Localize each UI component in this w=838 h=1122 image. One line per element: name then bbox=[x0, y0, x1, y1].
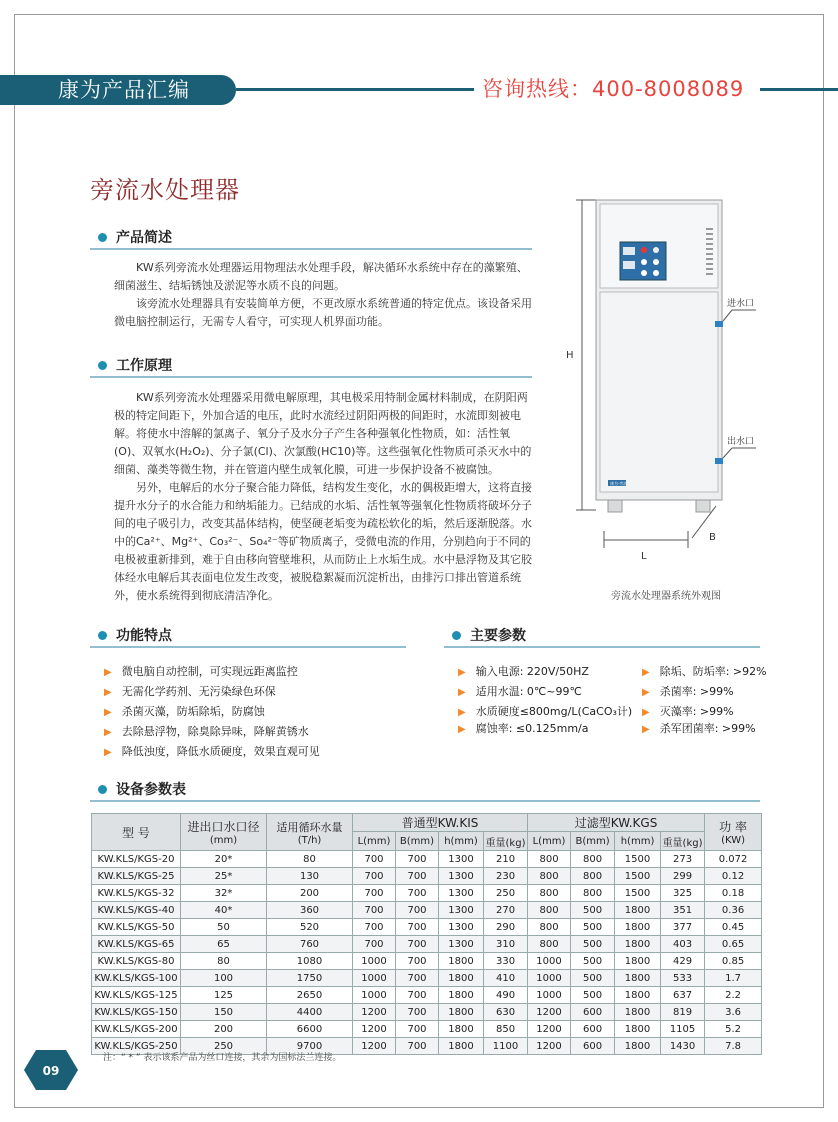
model-cell: KW.KLS/KGS-80 bbox=[92, 953, 181, 970]
table-cell: 1800 bbox=[615, 902, 661, 919]
table-cell: 800 bbox=[528, 868, 571, 885]
table-cell: 800 bbox=[528, 902, 571, 919]
table-cell: 429 bbox=[661, 953, 705, 970]
table-cell: 230 bbox=[484, 868, 528, 885]
bullet-dot-icon bbox=[452, 631, 461, 640]
triangle-bullet-icon: ▶ bbox=[458, 707, 466, 718]
table-cell: 1.7 bbox=[705, 970, 762, 987]
feature-item: ▶ 杀菌灭藻，防垢除垢，防腐蚀 bbox=[104, 705, 265, 718]
subheader: B(mm) bbox=[571, 832, 615, 851]
table-cell: 1105 bbox=[661, 1021, 705, 1038]
param-item: ▶ 水质硬度≤800mg/L(CaCO₃计) bbox=[458, 705, 633, 718]
table-cell: 403 bbox=[661, 936, 705, 953]
table-cell: 6600 bbox=[267, 1021, 353, 1038]
table-cell: 325 bbox=[661, 885, 705, 902]
table-cell: 299 bbox=[661, 868, 705, 885]
figure-caption: 旁流水处理器系统外观图 bbox=[611, 591, 721, 602]
table-row bbox=[92, 885, 762, 902]
table-cell: 819 bbox=[661, 1004, 705, 1021]
table-cell: 600 bbox=[571, 1004, 615, 1021]
model-cell: KW.KLS/KGS-20 bbox=[92, 851, 181, 868]
subheader: h(mm) bbox=[439, 832, 484, 851]
intro-text bbox=[114, 259, 534, 331]
subheader: L(mm) bbox=[528, 832, 571, 851]
table-cell: 32* bbox=[181, 885, 267, 902]
col-header-model: 型 号 bbox=[92, 814, 181, 851]
table-cell: 100 bbox=[181, 970, 267, 987]
table-cell: 80 bbox=[267, 851, 353, 868]
table-cell: 1000 bbox=[353, 987, 396, 1004]
table-cell: 1300 bbox=[439, 936, 484, 953]
triangle-bullet-icon: ▶ bbox=[104, 707, 112, 718]
product-title: 旁流水处理器 bbox=[90, 176, 240, 204]
param-item: ▶ 除垢、防垢率: >92% bbox=[642, 665, 767, 678]
table-cell: 2650 bbox=[267, 987, 353, 1004]
bullet-dot-icon bbox=[98, 361, 107, 370]
table-cell: 0.12 bbox=[705, 868, 762, 885]
triangle-bullet-icon: ▶ bbox=[104, 687, 112, 698]
model-cell: KW.KLS/KGS-150 bbox=[92, 1004, 181, 1021]
outlet-label: 出水口 bbox=[727, 437, 755, 447]
triangle-bullet-icon: ▶ bbox=[642, 707, 650, 718]
model-cell: KW.KLS/KGS-25 bbox=[92, 868, 181, 885]
table-cell: 0.65 bbox=[705, 936, 762, 953]
model-cell: KW.KLS/KGS-32 bbox=[92, 885, 181, 902]
model-cell: KW.KLS/KGS-125 bbox=[92, 987, 181, 1004]
table-cell: 1300 bbox=[439, 868, 484, 885]
table-cell: 700 bbox=[396, 919, 439, 936]
param-item: ▶ 输入电源: 220V/50HZ bbox=[458, 665, 589, 678]
col-header-kgs: 过滤型KW.KGS bbox=[528, 814, 705, 832]
table-cell: 600 bbox=[571, 1021, 615, 1038]
table-row bbox=[92, 936, 762, 953]
bullet-dot-icon bbox=[98, 631, 107, 640]
table-cell: 1000 bbox=[528, 953, 571, 970]
table-cell: 800 bbox=[528, 851, 571, 868]
table-note: 注：“ * ” 表示该系产品为丝口连接，其余为国标法兰连接。 bbox=[103, 1053, 342, 1063]
table-cell: 1300 bbox=[439, 919, 484, 936]
section-table-header bbox=[90, 778, 760, 802]
bullet-dot-icon bbox=[98, 785, 107, 794]
section-title: 设备参数表 bbox=[116, 782, 186, 798]
feature-item: ▶ 去除悬浮物，除臭除异味，降解黄锈水 bbox=[104, 725, 309, 738]
table-cell: 700 bbox=[396, 936, 439, 953]
table-cell: 700 bbox=[353, 902, 396, 919]
model-cell: KW.KLS/KGS-65 bbox=[92, 936, 181, 953]
table-row bbox=[92, 1004, 762, 1021]
table-cell: 1200 bbox=[528, 1004, 571, 1021]
table-cell: 1300 bbox=[439, 851, 484, 868]
table-cell: 500 bbox=[571, 936, 615, 953]
feature-item: ▶ 微电脑自动控制，可实现远距离监控 bbox=[104, 665, 298, 678]
table-cell: 637 bbox=[661, 987, 705, 1004]
principle-text bbox=[114, 389, 534, 605]
table-cell: 700 bbox=[353, 919, 396, 936]
model-cell: KW.KLS/KGS-100 bbox=[92, 970, 181, 987]
table-cell: 1080 bbox=[267, 953, 353, 970]
section-params-header bbox=[444, 624, 760, 648]
table-cell: 700 bbox=[353, 936, 396, 953]
table-cell: 1000 bbox=[353, 970, 396, 987]
col-header-flow: 适用循环水量 (T/h) bbox=[267, 814, 353, 851]
section-title: 功能特点 bbox=[116, 628, 172, 644]
subheader: B(mm) bbox=[396, 832, 439, 851]
section-intro-header bbox=[90, 226, 532, 250]
machine-figure bbox=[568, 188, 758, 578]
paragraph: 该旁流水处理器具有安装简单方便，不更改原水系统普通的特定优点。该设备采用微电脑控制运行，无需专人看守，可实现人机界面功能。 bbox=[114, 297, 532, 328]
table-cell: 1800 bbox=[615, 919, 661, 936]
table-cell: 1800 bbox=[439, 1038, 484, 1055]
model-cell: KW.KLS/KGS-200 bbox=[92, 1021, 181, 1038]
table-cell: 700 bbox=[396, 970, 439, 987]
table-cell: 125 bbox=[181, 987, 267, 1004]
table-cell: 1000 bbox=[528, 987, 571, 1004]
page-number-badge bbox=[24, 1050, 78, 1090]
table-cell: 360 bbox=[267, 902, 353, 919]
table-cell: 1800 bbox=[439, 1004, 484, 1021]
section-title: 工作原理 bbox=[116, 358, 172, 374]
table-cell: 1500 bbox=[615, 885, 661, 902]
table-cell: 80 bbox=[181, 953, 267, 970]
table-cell: 130 bbox=[267, 868, 353, 885]
col-header-power: 功 率 (KW) bbox=[705, 814, 762, 851]
table-cell: 200 bbox=[181, 1021, 267, 1038]
table-cell: 520 bbox=[267, 919, 353, 936]
table-cell: 9700 bbox=[267, 1038, 353, 1055]
table-cell: 1800 bbox=[439, 970, 484, 987]
table-row bbox=[92, 868, 762, 885]
triangle-bullet-icon: ▶ bbox=[642, 724, 650, 735]
table-cell: 700 bbox=[396, 953, 439, 970]
table-cell: 500 bbox=[571, 919, 615, 936]
paragraph: KW系列旁流水处理器运用物理法水处理手段，解决循环水系统中存在的藻繁殖、细菌滋生、结垢锈蚀及淤泥等水质不良的问题。 bbox=[114, 261, 528, 292]
subheader: 重量(kg) bbox=[661, 832, 705, 851]
table-cell: 1200 bbox=[528, 1038, 571, 1055]
dim-h-label: H bbox=[566, 350, 574, 361]
paragraph: 另外，电解后的水分子聚合能力降低，结构发生变化，水的偶极距增大，这将直接提升水分子的水合能力和纳垢能力。已结成的水垢、活性氧等强氧化性物质将破坏分子间的电子吸引力，改变其晶体结构，使坚硬老垢变为疏松软化的垢，然后逐渐脱落。水中的Ca²⁺、Mg²⁺、Co₃²⁻、So₄²⁻等矿物质离子，受微电流的作用，分别趋向于不同的电极被重新排到，难于自由移向管壁堆积，从而防止上水垢生成。水中悬浮物及其它胶体经水电解后其表面电位发生改变，被脱稳絮凝而沉淀析出，由排污口排出管道系统外，使水系统得到彻底清洁净化。 bbox=[114, 481, 532, 602]
section-principle-header bbox=[90, 354, 532, 378]
table-cell: 250 bbox=[484, 885, 528, 902]
table-cell: 50 bbox=[181, 919, 267, 936]
section-title: 主要参数 bbox=[470, 628, 526, 644]
table-cell: 700 bbox=[396, 885, 439, 902]
table-cell: 150 bbox=[181, 1004, 267, 1021]
table-cell: 3.6 bbox=[705, 1004, 762, 1021]
header-rule-right bbox=[760, 88, 838, 91]
table-cell: 20* bbox=[181, 851, 267, 868]
table-cell: 1300 bbox=[439, 902, 484, 919]
table-cell: 270 bbox=[484, 902, 528, 919]
table-cell: 0.36 bbox=[705, 902, 762, 919]
triangle-bullet-icon: ▶ bbox=[458, 687, 466, 698]
table-cell: 1800 bbox=[615, 970, 661, 987]
table-cell: 700 bbox=[396, 902, 439, 919]
table-cell: 0.45 bbox=[705, 919, 762, 936]
triangle-bullet-icon: ▶ bbox=[642, 687, 650, 698]
table-cell: 800 bbox=[571, 885, 615, 902]
table-cell: 1500 bbox=[615, 868, 661, 885]
table-cell: 800 bbox=[571, 851, 615, 868]
table-row bbox=[92, 919, 762, 936]
spec-table bbox=[91, 813, 762, 1055]
table-cell: 351 bbox=[661, 902, 705, 919]
table-cell: 4400 bbox=[267, 1004, 353, 1021]
table-cell: 1200 bbox=[353, 1038, 396, 1055]
param-item: ▶ 杀菌率: >99% bbox=[642, 685, 734, 698]
table-row bbox=[92, 987, 762, 1004]
table-cell: 25* bbox=[181, 868, 267, 885]
table-cell: 0.072 bbox=[705, 851, 762, 868]
table-cell: 40* bbox=[181, 902, 267, 919]
section-features-header bbox=[90, 624, 406, 648]
table-cell: 700 bbox=[353, 851, 396, 868]
subheader: 重量(kg) bbox=[484, 832, 528, 851]
table-cell: 490 bbox=[484, 987, 528, 1004]
model-cell: KW.KLS/KGS-40 bbox=[92, 902, 181, 919]
table-cell: 1300 bbox=[439, 885, 484, 902]
paragraph: KW系列旁流水处理器采用微电解原理，其电极采用特制金属材料制成，在阴阳两极的特定间距下，外加合适的电压，此时水流经过阴阳两极的间距时，水流即刻被电解。将使水中溶解的氯离子、氧分子及水分子产生各种强氧化性物质，如：活性氧(O)、双氧水(H₂O₂)、分子氯(Cl)、次氯酸(HC10)等。这些强氧化性物质可杀灭水中的细菌、藻类等微生物，并在管道内壁生成氧化膜，可进一步保护设备不被腐蚀。 bbox=[114, 391, 532, 476]
feature-item: ▶ 无需化学药剂、无污染绿色环保 bbox=[104, 685, 276, 698]
table-cell: 1200 bbox=[528, 1021, 571, 1038]
dim-b-label: B bbox=[709, 532, 716, 543]
dim-l-label: L bbox=[641, 551, 647, 562]
param-item: ▶ 杀军团菌率: >99% bbox=[642, 722, 756, 735]
table-cell: 1800 bbox=[615, 1038, 661, 1055]
table-cell: 0.85 bbox=[705, 953, 762, 970]
subheader: L(mm) bbox=[353, 832, 396, 851]
table-cell: 410 bbox=[484, 970, 528, 987]
table-cell: 500 bbox=[571, 902, 615, 919]
param-item: ▶ 腐蚀率: ≤0.125mm/a bbox=[458, 722, 589, 735]
table-cell: 700 bbox=[396, 1004, 439, 1021]
table-cell: 800 bbox=[571, 868, 615, 885]
table-cell: 630 bbox=[484, 1004, 528, 1021]
table-cell: 377 bbox=[661, 919, 705, 936]
table-cell: 700 bbox=[396, 1021, 439, 1038]
table-row bbox=[92, 1021, 762, 1038]
table-cell: 1430 bbox=[661, 1038, 705, 1055]
table-cell: 533 bbox=[661, 970, 705, 987]
triangle-bullet-icon: ▶ bbox=[104, 747, 112, 758]
table-row bbox=[92, 902, 762, 919]
table-cell: 2.2 bbox=[705, 987, 762, 1004]
table-cell: 5.2 bbox=[705, 1021, 762, 1038]
triangle-bullet-icon: ▶ bbox=[642, 667, 650, 678]
table-cell: 1800 bbox=[615, 987, 661, 1004]
section-title: 产品简述 bbox=[116, 230, 172, 246]
triangle-bullet-icon: ▶ bbox=[458, 724, 466, 735]
table-cell: 500 bbox=[571, 970, 615, 987]
table-cell: 290 bbox=[484, 919, 528, 936]
machine-sticker: 康为·旁流 bbox=[610, 481, 628, 486]
table-cell: 500 bbox=[571, 987, 615, 1004]
table-cell: 700 bbox=[353, 868, 396, 885]
param-item: ▶ 适用水温: 0℃~99℃ bbox=[458, 685, 582, 698]
table-cell: 250 bbox=[181, 1038, 267, 1055]
table-cell: 600 bbox=[571, 1038, 615, 1055]
table-row bbox=[92, 970, 762, 987]
table-cell: 800 bbox=[528, 936, 571, 953]
model-cell: KW.KLS/KGS-250 bbox=[92, 1038, 181, 1055]
hotline: 咨询热线：400-8008089 bbox=[482, 77, 745, 101]
table-cell: 800 bbox=[528, 919, 571, 936]
feature-item: ▶ 降低浊度，降低水质硬度，效果直观可见 bbox=[104, 745, 320, 758]
table-cell: 760 bbox=[267, 936, 353, 953]
model-cell: KW.KLS/KGS-50 bbox=[92, 919, 181, 936]
col-header-port: 进出口水口径 (mm) bbox=[181, 814, 267, 851]
table-cell: 200 bbox=[267, 885, 353, 902]
table-cell: 700 bbox=[396, 868, 439, 885]
table-cell: 1800 bbox=[615, 1004, 661, 1021]
table-cell: 0.18 bbox=[705, 885, 762, 902]
triangle-bullet-icon: ▶ bbox=[458, 667, 466, 678]
table-cell: 273 bbox=[661, 851, 705, 868]
brand-title: 康为产品汇编 bbox=[58, 78, 190, 102]
table-cell: 850 bbox=[484, 1021, 528, 1038]
table-cell: 310 bbox=[484, 936, 528, 953]
table-cell: 1000 bbox=[528, 970, 571, 987]
page-number: 09 bbox=[42, 1064, 60, 1078]
table-cell: 1500 bbox=[615, 851, 661, 868]
table-cell: 1750 bbox=[267, 970, 353, 987]
table-cell: 1800 bbox=[615, 1021, 661, 1038]
table-cell: 330 bbox=[484, 953, 528, 970]
table-row bbox=[92, 953, 762, 970]
table-cell: 700 bbox=[396, 851, 439, 868]
table-row bbox=[92, 851, 762, 868]
col-header-kis: 普通型KW.KIS bbox=[353, 814, 528, 832]
table-cell: 700 bbox=[353, 885, 396, 902]
table-cell: 65 bbox=[181, 936, 267, 953]
table-cell: 800 bbox=[528, 885, 571, 902]
table-cell: 1200 bbox=[353, 1004, 396, 1021]
table-cell: 7.8 bbox=[705, 1038, 762, 1055]
table-cell: 1800 bbox=[615, 936, 661, 953]
table-cell: 1000 bbox=[353, 953, 396, 970]
table-cell: 1100 bbox=[484, 1038, 528, 1055]
table-cell: 1800 bbox=[439, 953, 484, 970]
table-cell: 700 bbox=[396, 987, 439, 1004]
table-cell: 700 bbox=[396, 1038, 439, 1055]
table-cell: 210 bbox=[484, 851, 528, 868]
table-cell: 500 bbox=[571, 953, 615, 970]
subheader: h(mm) bbox=[615, 832, 661, 851]
inlet-label: 进水口 bbox=[727, 299, 755, 309]
table-cell: 1800 bbox=[439, 987, 484, 1004]
bullet-dot-icon bbox=[98, 233, 107, 242]
header-rule-left bbox=[236, 88, 474, 91]
table-cell: 1200 bbox=[353, 1021, 396, 1038]
table-cell: 1800 bbox=[439, 1021, 484, 1038]
triangle-bullet-icon: ▶ bbox=[104, 727, 112, 738]
triangle-bullet-icon: ▶ bbox=[104, 667, 112, 678]
param-item: ▶ 灭藻率: >99% bbox=[642, 705, 734, 718]
table-cell: 1800 bbox=[615, 953, 661, 970]
